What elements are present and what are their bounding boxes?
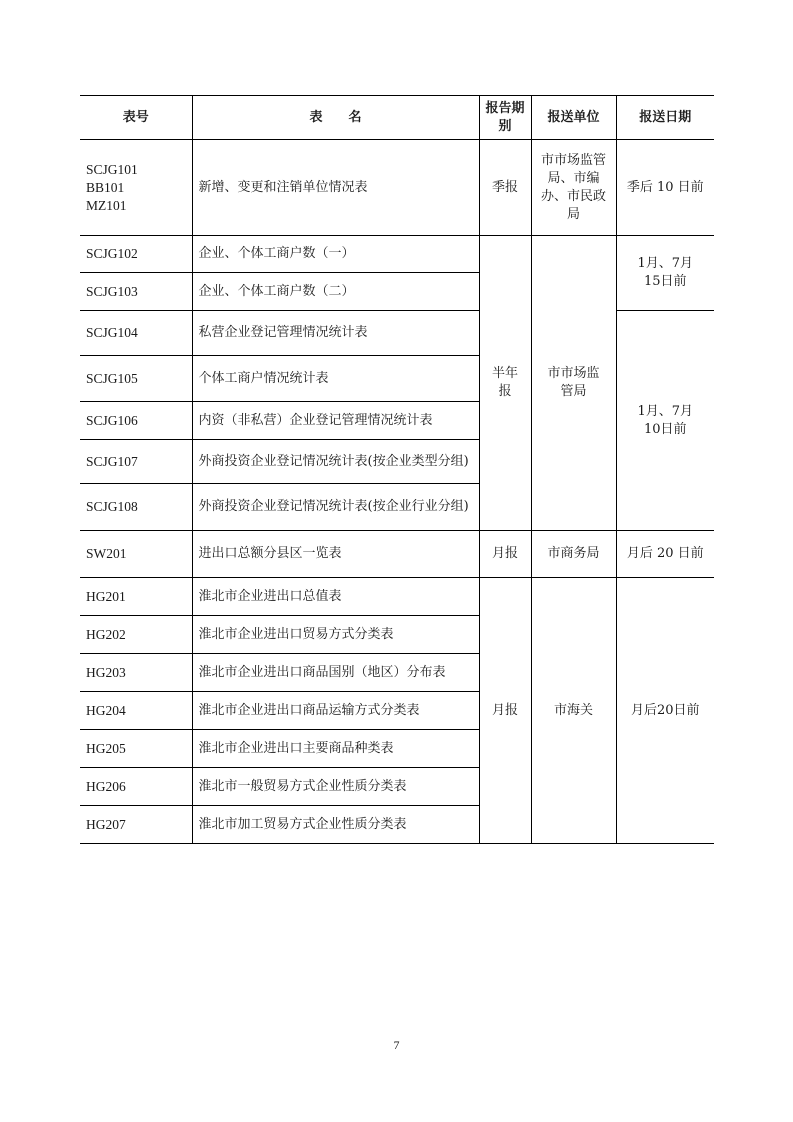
page-number: 7 bbox=[393, 1038, 400, 1052]
table-code: HG206 bbox=[80, 768, 192, 806]
table-row bbox=[80, 578, 714, 616]
table-code: SW201 bbox=[80, 531, 192, 578]
table-code: HG205 bbox=[80, 730, 192, 768]
table-name: 淮北市企业进出口商品运输方式分类表 bbox=[192, 692, 479, 730]
table-name: 外商投资企业登记情况统计表(按企业行业分组) bbox=[192, 484, 479, 531]
table-name: 内资（非私营）企业登记管理情况统计表 bbox=[192, 402, 479, 440]
table-code: MZ101 bbox=[86, 197, 127, 213]
table-code: HG203 bbox=[80, 654, 192, 692]
table-period: 半年报 bbox=[479, 236, 531, 531]
table-code-cell bbox=[80, 140, 192, 236]
table-name: 淮北市一般贸易方式企业性质分类表 bbox=[192, 768, 479, 806]
table-name: 淮北市加工贸易方式企业性质分类表 bbox=[192, 806, 479, 844]
table-unit: 市商务局 bbox=[531, 531, 616, 578]
table-name: 淮北市企业进出口商品国别（地区）分布表 bbox=[192, 654, 479, 692]
table-name: 新增、变更和注销单位情况表 bbox=[192, 140, 479, 236]
header-name: 表 名 bbox=[192, 96, 479, 140]
table-name: 淮北市企业进出口贸易方式分类表 bbox=[192, 616, 479, 654]
header-period: 报告期别 bbox=[479, 96, 531, 140]
table-name: 进出口总额分县区一览表 bbox=[192, 531, 479, 578]
table-date: 月后 20 日前 bbox=[616, 531, 714, 578]
table-code: SCJG107 bbox=[80, 440, 192, 484]
table-unit: 市海关 bbox=[531, 578, 616, 844]
table-period: 月报 bbox=[479, 531, 531, 578]
table-header-row bbox=[80, 96, 714, 140]
header-date: 报送日期 bbox=[616, 96, 714, 140]
table-code: HG204 bbox=[80, 692, 192, 730]
table-unit: 市市场监管局、市编办、市民政局 bbox=[531, 140, 616, 236]
table-name: 个体工商户情况统计表 bbox=[192, 356, 479, 402]
table-name: 私营企业登记管理情况统计表 bbox=[192, 311, 479, 356]
table-code: HG207 bbox=[80, 806, 192, 844]
report-schedule-table bbox=[80, 95, 714, 844]
header-unit: 报送单位 bbox=[531, 96, 616, 140]
table-row bbox=[80, 140, 714, 236]
table-period: 月报 bbox=[479, 578, 531, 844]
table-date: 月后20日前 bbox=[616, 578, 714, 844]
table-code: HG201 bbox=[80, 578, 192, 616]
header-code: 表号 bbox=[80, 96, 192, 140]
table-unit: 市市场监管局 bbox=[531, 236, 616, 531]
table-name: 淮北市企业进出口主要商品种类表 bbox=[192, 730, 479, 768]
table-name: 企业、个体工商户数（一） bbox=[192, 236, 479, 273]
table-name: 外商投资企业登记情况统计表(按企业类型分组) bbox=[192, 440, 479, 484]
table-code: BB101 bbox=[86, 179, 125, 195]
table-code: SCJG105 bbox=[80, 356, 192, 402]
table-date: 1月、7月15日前 bbox=[616, 236, 714, 311]
table-date: 1月、7月10日前 bbox=[616, 311, 714, 531]
table-date: 季后 10 日前 bbox=[616, 140, 714, 236]
table-row bbox=[80, 311, 714, 356]
table-row bbox=[80, 236, 714, 273]
table-code: SCJG104 bbox=[80, 311, 192, 356]
table-code: SCJG106 bbox=[80, 402, 192, 440]
table-code: SCJG101 bbox=[86, 161, 138, 177]
table-name: 淮北市企业进出口总值表 bbox=[192, 578, 479, 616]
table-row bbox=[80, 531, 714, 578]
table-code: SCJG108 bbox=[80, 484, 192, 531]
table-code: SCJG103 bbox=[80, 273, 192, 311]
table-code: SCJG102 bbox=[80, 236, 192, 273]
table-name: 企业、个体工商户数（二） bbox=[192, 273, 479, 311]
table-code: HG202 bbox=[80, 616, 192, 654]
table-period: 季报 bbox=[479, 140, 531, 236]
